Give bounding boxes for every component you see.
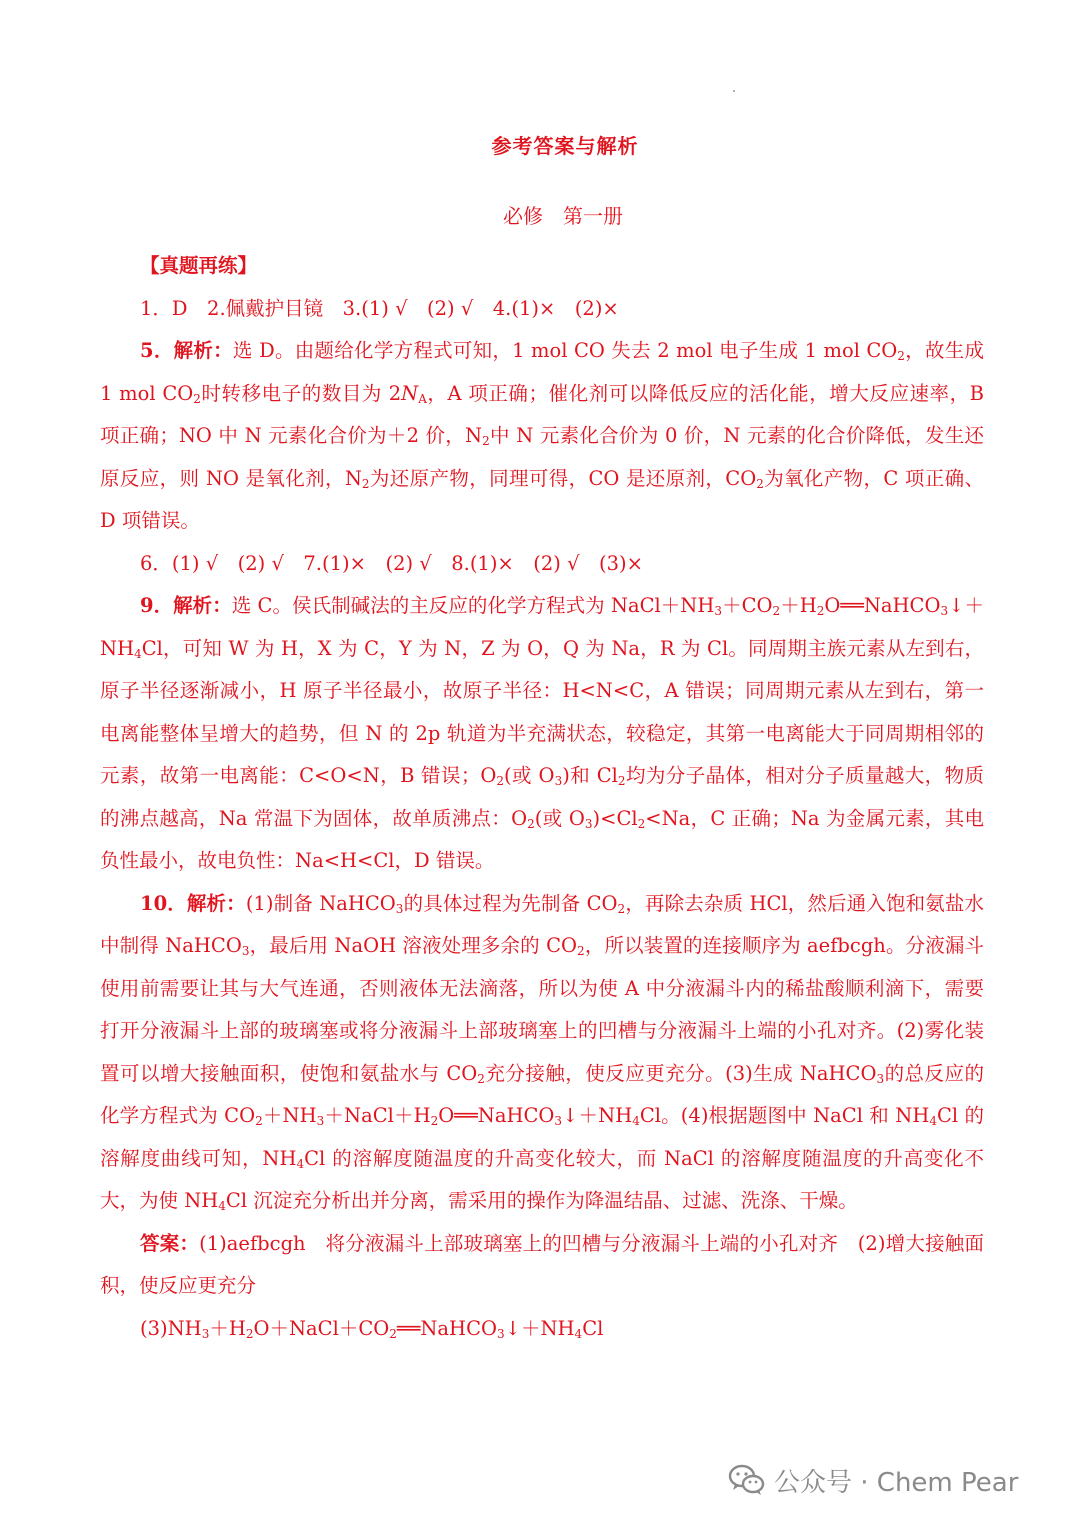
question-9-analysis: 9．解析：选 C。侯氏制碱法的主反应的化学方程式为 $NaCl+NH_3+CO_2+H_2O══NaHCO_3↓+NH_4Cl$，可知 W 为 H，X 为 C，Y 为 N，Z 为 O，Q 为 Na，R 为 Cl。同周期主族元素从左到右，原子半径逐渐减小，H 原子半径最小，故原子半径：H<N<C，A 错误；同周期元素从左到右，第一电离能整体呈增大的趋势，但 N 的 2p 轨道为半充满状态，较稳定，其第一电离能大于同周期相邻的元素，故第一电离能：C<O<N，B 错误；$O_2$(或 $O_3$)和 $Cl_2$均为分子晶体，相对分子质量越大，物质的沸点越高，Na 常温下为固体，故单质沸点：$O_2$(或 $O_3)<Cl_2<Na$，C 正确；Na 为金属元素，其电负性最小，故电负性：Na<H<Cl，D 错误。 bbox=[100, 594, 985, 872]
question-5-analysis: 5．解析：选 D。由题给化学方程式可知，1 mol CO 失去 2 mol 电子生成 1 mol $CO_2$，故生成 1 mol $CO_2$时转移电子的数目为 $2N_A$，A 项正确；催化剂可以降低反应的活化能，增大反应速率，B 项正确；NO 中 N 元素化合价为＋2 价，$N_2$中 N 元素化合价为 0 价，N 元素的化合价降低，发生还原反应，则 NO 是氧化剂，$N_2$为还原产物，同理可得，CO 是还原剂，$CO_2$为氧化产物，C 项正确、D 项错误。 bbox=[100, 339, 985, 532]
watermark bbox=[728, 1460, 1018, 1500]
answers-6-8: 6．(1) √ (2) √ 7.(1)× (2) √ 8.(1)× (2) √ (3)× bbox=[140, 551, 643, 575]
page-subtitle: 必修 第一册 bbox=[503, 204, 623, 228]
document-body bbox=[100, 245, 984, 1350]
answers-1-4: 1．D 2.佩戴护目镜 3.(1) √ (2) √ 4.(1)× (2)× bbox=[140, 296, 619, 320]
q10-label: 10．解析： bbox=[140, 891, 246, 915]
q9-label: 9．解析： bbox=[140, 594, 232, 617]
wechat-icon bbox=[728, 1463, 766, 1497]
q5-label: 5．解析： bbox=[140, 339, 233, 362]
watermark-text: 公众号 · Chem Pear bbox=[774, 1467, 1019, 1498]
section-heading: 【真题再练】 bbox=[140, 254, 258, 277]
page-speck bbox=[733, 90, 735, 92]
question-10-analysis: 10．解析：(1)制备 NaHCO$_3$的具体过程为先制备 $CO_2$，再除去杂质 HCl，然后通入饱和氨盐水中制得 NaHCO$_3$，最后用 NaOH 溶液处理多余的 $CO_2$，所以装置的连接顺序为 aefbcgh。分液漏斗使用前需要让其与大气连通，否则液体无法滴落，所以为使 A 中分液漏斗内的稀盐酸顺利滴下，需要打开分液漏斗上部的玻璃塞或将分液漏斗上部玻璃塞上的凹槽与分液漏斗上端的小孔对齐。(2)雾化装置可以增大接触面积，使饱和氨盐水与 $CO_2$充分接触，使反应更充分。(3)生成 NaHCO$_3$的总反应的化学方程式为 $CO_2+NH_3+NaCl+H_2O══NaHCO_3↓+NH_4Cl$。(4)根据题图中 NaCl 和 $NH_4Cl$ 的溶解度曲线可知，$NH_4Cl$ 的溶解度随温度的升高变化较大，而 NaCl 的溶解度随温度的升高变化不大，为使 $NH_4Cl$ 沉淀充分析出并分离，需采用的操作为降温结晶、过滤、洗涤、干燥。 bbox=[100, 891, 984, 1213]
answer-10: 答案：(1)aefbcgh 将分液漏斗上部玻璃塞上的凹槽与分液漏斗上端的小孔对齐 (2)增大接触面积，使反应更充分 bbox=[100, 1231, 984, 1297]
page-title: 参考答案与解析 bbox=[491, 134, 639, 158]
answer-10-part3: $(3)NH_3+H_2O+NaCl+CO_2══NaHCO_3↓+NH_4Cl$ bbox=[140, 1316, 604, 1341]
answer-label: 答案： bbox=[140, 1231, 200, 1255]
